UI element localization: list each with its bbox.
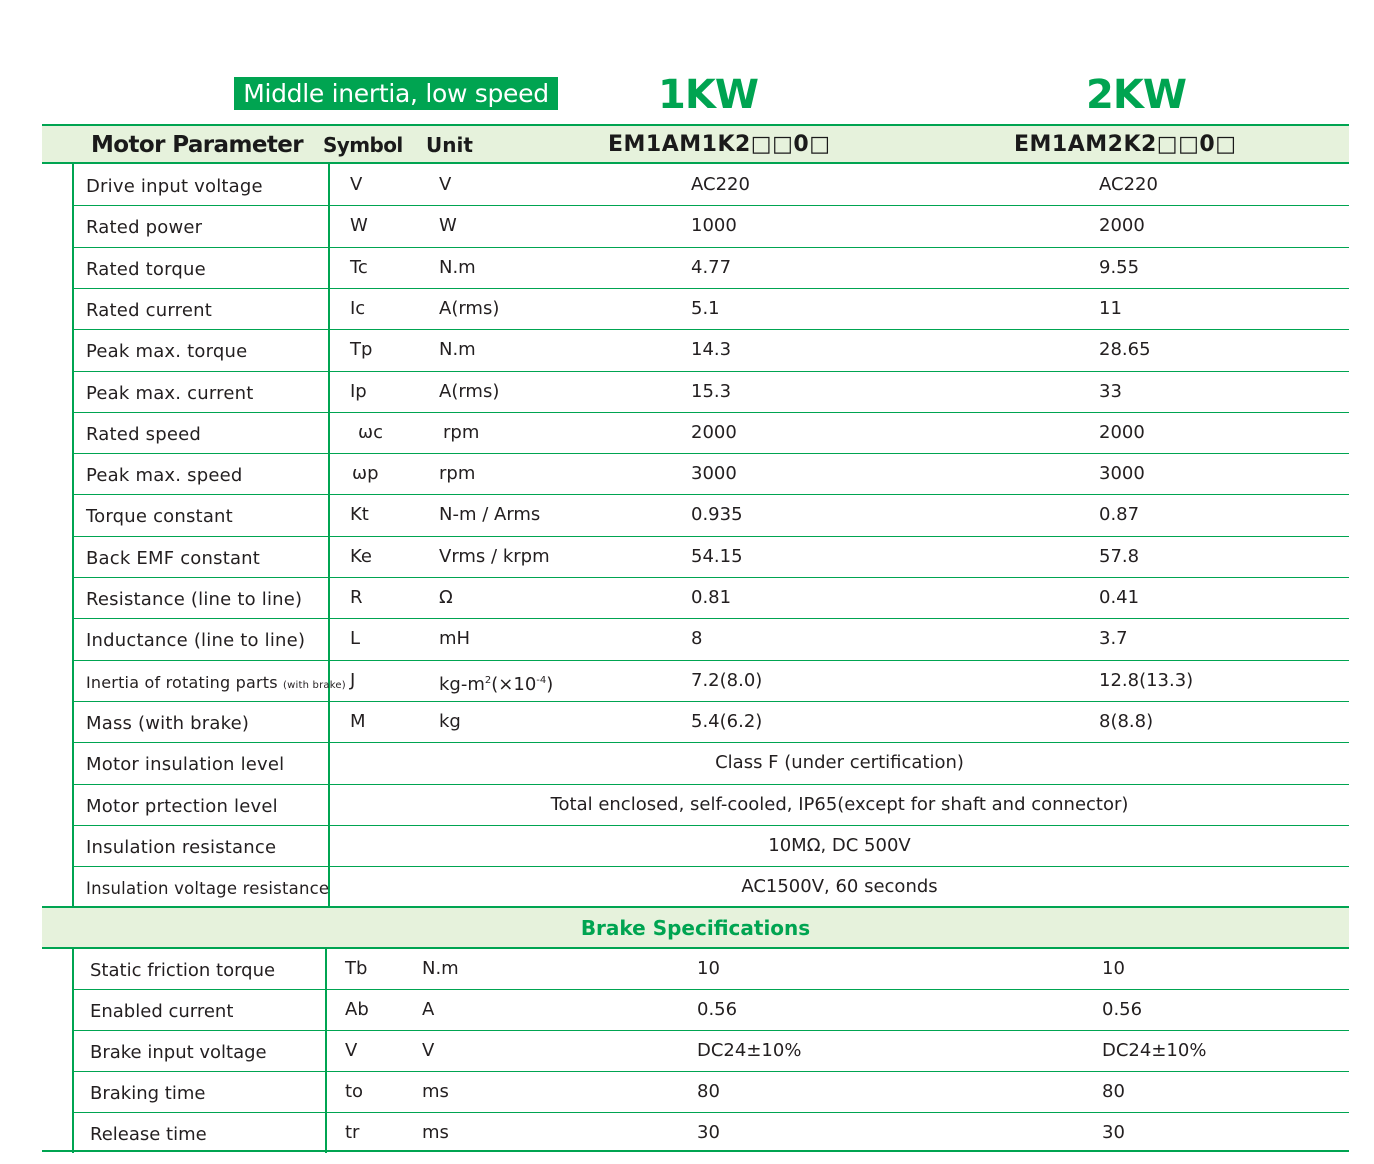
table-bottom-border bbox=[42, 1150, 1349, 1152]
row-symbol: M bbox=[350, 710, 366, 732]
parameter-label: Inductance (line to line) bbox=[86, 630, 306, 652]
value-2kw: 9.55 bbox=[1099, 256, 1140, 278]
value-1kw: 54.15 bbox=[691, 545, 743, 567]
row-symbol: Ab bbox=[345, 999, 369, 1020]
row-symbol: J bbox=[350, 669, 356, 691]
row-parameter bbox=[86, 455, 243, 496]
value-2kw: DC24±10% bbox=[1102, 1040, 1207, 1061]
value-1kw: 4.77 bbox=[691, 256, 732, 278]
value-2kw: 57.8 bbox=[1099, 545, 1140, 567]
row-unit bbox=[439, 660, 553, 701]
row-symbol: ωp bbox=[352, 463, 379, 485]
row-unit: A(rms) bbox=[439, 297, 500, 319]
parameter-label: Rated power bbox=[86, 217, 203, 239]
value-1kw: 10 bbox=[697, 958, 720, 979]
row-parameter bbox=[86, 331, 247, 372]
parameter-note: (with brake) bbox=[283, 679, 346, 691]
row-parameter bbox=[86, 166, 263, 207]
table-row bbox=[73, 329, 1349, 370]
row-symbol: L bbox=[350, 628, 361, 650]
parameter-label: Inertia of rotating parts bbox=[86, 672, 278, 692]
table-row bbox=[73, 660, 1349, 701]
value-1kw: 30 bbox=[697, 1122, 720, 1143]
table-row bbox=[73, 1030, 1349, 1071]
value-2kw: 2000 bbox=[1099, 421, 1145, 443]
table-row bbox=[73, 784, 1349, 825]
col-header-parameter: Motor Parameter bbox=[91, 132, 303, 158]
row-unit: ms bbox=[422, 1081, 449, 1102]
value-2kw: 8(8.8) bbox=[1099, 710, 1154, 732]
unit-part: ) bbox=[546, 673, 554, 695]
merged-value: Class F (under certification) bbox=[715, 752, 964, 774]
row-parameter: Release time bbox=[90, 1124, 207, 1145]
value-1kw: DC24±10% bbox=[697, 1040, 802, 1061]
merged-value: 10MΩ, DC 500V bbox=[768, 834, 911, 856]
row-symbol: Ip bbox=[350, 380, 367, 402]
parameter-label: Mass (with brake) bbox=[86, 712, 250, 734]
table-row bbox=[73, 205, 1349, 246]
row-parameter bbox=[86, 538, 260, 579]
value-1kw: 5.1 bbox=[691, 297, 720, 319]
row-unit: V bbox=[439, 174, 452, 195]
parameter-label: Peak max. current bbox=[86, 382, 254, 404]
row-unit: mH bbox=[439, 628, 471, 650]
unit-part: kg-m bbox=[439, 673, 485, 695]
table-row bbox=[73, 494, 1349, 535]
parameter-label: Torque constant bbox=[86, 506, 233, 528]
table-row bbox=[73, 1112, 1349, 1153]
value-2kw: 0.87 bbox=[1099, 504, 1140, 526]
table-row bbox=[73, 866, 1349, 907]
row-parameter: Braking time bbox=[90, 1083, 206, 1104]
row-parameter: Motor insulation level bbox=[86, 754, 285, 776]
row-parameter bbox=[86, 620, 305, 661]
parameter-label: Drive input voltage bbox=[86, 176, 263, 197]
value-1kw: AC220 bbox=[691, 174, 750, 195]
value-1kw: 14.3 bbox=[691, 339, 732, 361]
row-unit: Vrms / krpm bbox=[439, 545, 550, 567]
brake-section-title: Brake Specifications bbox=[580, 916, 811, 940]
model-header-2: EM1AM2K2□□0□ bbox=[1014, 132, 1237, 157]
row-unit: N.m bbox=[422, 958, 459, 979]
table-row bbox=[73, 701, 1349, 742]
table-row bbox=[73, 412, 1349, 453]
row-parameter: Insulation voltage resistance bbox=[86, 879, 330, 899]
row-parameter bbox=[86, 414, 201, 455]
row-unit: rpm bbox=[443, 421, 480, 443]
value-2kw: 0.41 bbox=[1099, 587, 1140, 608]
row-symbol: W bbox=[350, 215, 368, 237]
row-unit: A(rms) bbox=[439, 380, 500, 402]
row-symbol: Tc bbox=[350, 256, 368, 278]
row-parameter bbox=[86, 249, 206, 290]
row-unit: N.m bbox=[439, 256, 476, 278]
table-row bbox=[73, 618, 1349, 659]
value-2kw: 33 bbox=[1099, 380, 1122, 402]
col-header-unit: Unit bbox=[426, 133, 473, 157]
value-1kw: 8 bbox=[691, 628, 703, 650]
value-2kw: 80 bbox=[1102, 1081, 1125, 1102]
value-1kw: 0.81 bbox=[691, 587, 732, 608]
row-symbol: V bbox=[350, 174, 363, 195]
row-parameter bbox=[86, 662, 346, 703]
row-unit: N.m bbox=[439, 339, 476, 361]
table-row bbox=[73, 536, 1349, 577]
unit-part: 2 bbox=[484, 674, 492, 686]
value-2kw: 11 bbox=[1099, 297, 1122, 319]
parameter-label: Resistance (line to line) bbox=[86, 589, 303, 610]
model-header-1: EM1AM1K2□□0□ bbox=[608, 132, 831, 157]
value-1kw: 1000 bbox=[691, 215, 737, 237]
row-unit: A bbox=[422, 999, 435, 1020]
row-parameter bbox=[86, 703, 249, 744]
value-1kw: 5.4(6.2) bbox=[691, 710, 763, 732]
row-parameter bbox=[86, 496, 233, 537]
row-symbol: Ke bbox=[350, 545, 372, 567]
table-row bbox=[73, 1071, 1349, 1112]
row-unit: W bbox=[439, 215, 457, 237]
value-1kw: 0.56 bbox=[697, 999, 738, 1020]
table-row bbox=[73, 948, 1349, 989]
table-row bbox=[73, 164, 1349, 205]
table-row bbox=[73, 453, 1349, 494]
value-1kw: 0.935 bbox=[691, 504, 743, 526]
value-2kw: 30 bbox=[1102, 1122, 1125, 1143]
value-2kw: 3.7 bbox=[1099, 628, 1128, 650]
row-parameter: Enabled current bbox=[90, 1001, 234, 1022]
row-parameter: Brake input voltage bbox=[90, 1042, 267, 1063]
row-parameter bbox=[86, 579, 302, 620]
row-symbol: Ic bbox=[350, 297, 366, 319]
value-2kw: 3000 bbox=[1099, 463, 1145, 485]
row-parameter bbox=[86, 290, 212, 331]
col-header-symbol: Symbol bbox=[323, 133, 403, 157]
parameter-label: Rated torque bbox=[86, 258, 206, 280]
unit-part: (×10 bbox=[491, 673, 537, 695]
row-symbol: tr bbox=[345, 1122, 360, 1143]
table-row bbox=[73, 825, 1349, 866]
unit-part: -4 bbox=[536, 674, 547, 686]
row-symbol: to bbox=[345, 1081, 364, 1102]
value-1kw: 80 bbox=[697, 1081, 720, 1102]
row-symbol: Tb bbox=[345, 958, 368, 979]
row-unit: ms bbox=[422, 1122, 449, 1143]
value-2kw: 2000 bbox=[1099, 215, 1145, 237]
parameter-label: Rated speed bbox=[86, 423, 201, 445]
row-symbol: Kt bbox=[350, 504, 369, 526]
row-unit: kg bbox=[439, 710, 461, 732]
row-unit: N-m / Arms bbox=[439, 504, 541, 526]
power-heading-2kw: 2KW bbox=[1086, 72, 1186, 118]
row-unit: Ω bbox=[439, 587, 453, 608]
table-row bbox=[73, 371, 1349, 412]
row-parameter: Static friction torque bbox=[90, 960, 276, 981]
power-heading-1kw: 1KW bbox=[658, 72, 758, 118]
value-1kw: 7.2(8.0) bbox=[691, 669, 763, 691]
row-unit: rpm bbox=[439, 463, 476, 485]
parameter-label: Rated current bbox=[86, 299, 212, 321]
value-1kw: 3000 bbox=[691, 463, 737, 485]
value-2kw: 12.8(13.3) bbox=[1099, 669, 1194, 691]
table-row bbox=[73, 247, 1349, 288]
value-2kw: AC220 bbox=[1099, 174, 1158, 195]
row-unit: V bbox=[422, 1040, 435, 1061]
value-2kw: 28.65 bbox=[1099, 339, 1151, 361]
parameter-label: Back EMF constant bbox=[86, 547, 261, 569]
row-symbol: ωc bbox=[358, 421, 383, 443]
value-2kw: 10 bbox=[1102, 958, 1125, 979]
merged-value: AC1500V, 60 seconds bbox=[741, 876, 938, 898]
table-row bbox=[73, 742, 1349, 783]
parameter-label: Peak max. speed bbox=[86, 465, 243, 487]
row-symbol: R bbox=[350, 587, 363, 608]
row-parameter: Insulation resistance bbox=[86, 836, 277, 858]
merged-value: Total enclosed, self-cooled, IP65(except for shaft and connector) bbox=[550, 793, 1129, 815]
row-parameter bbox=[86, 373, 253, 414]
parameter-label: Peak max. torque bbox=[86, 341, 248, 363]
row-symbol: Tp bbox=[350, 339, 373, 361]
row-symbol: V bbox=[345, 1040, 358, 1061]
series-badge: Middle inertia, low speed bbox=[234, 77, 558, 110]
table-row bbox=[73, 577, 1349, 618]
row-parameter bbox=[86, 207, 202, 248]
value-1kw: 2000 bbox=[691, 421, 737, 443]
table-row bbox=[73, 989, 1349, 1030]
row-parameter: Motor prtection level bbox=[86, 795, 278, 817]
value-1kw: 15.3 bbox=[691, 380, 732, 402]
value-2kw: 0.56 bbox=[1102, 999, 1143, 1020]
table-row bbox=[73, 288, 1349, 329]
